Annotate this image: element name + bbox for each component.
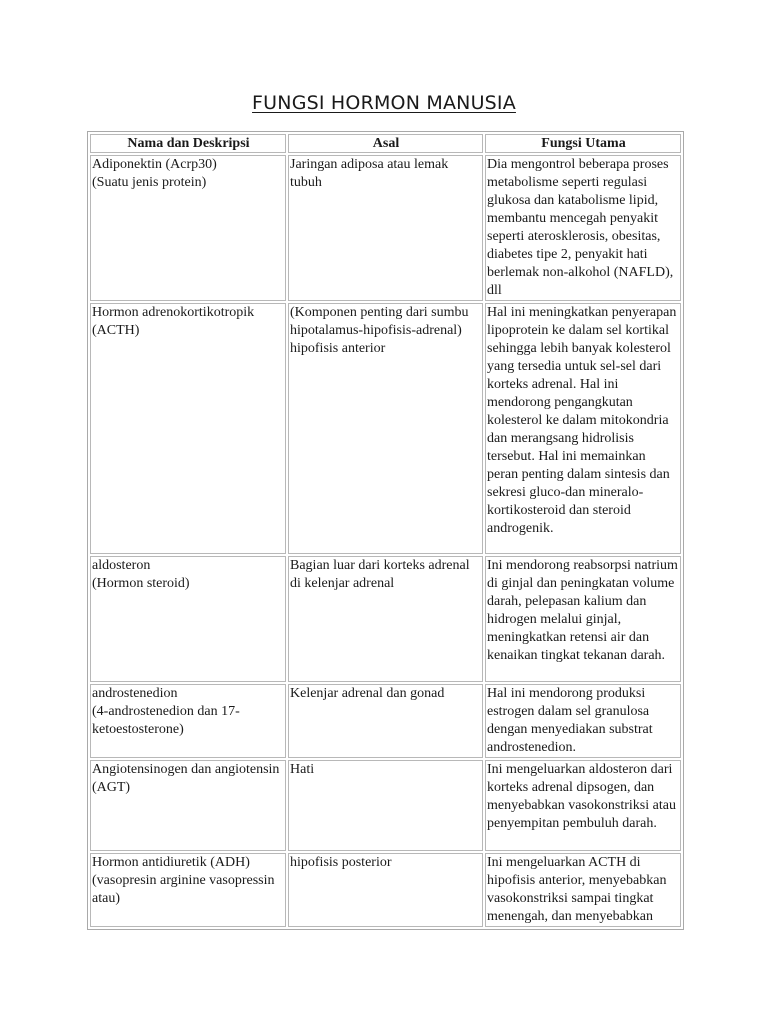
cell-text: androstenedion (4-androstenedion dan 17-ketoestosterone) [92,686,240,737]
cell-origin [288,853,483,927]
column-header-origin: Asal [288,134,483,153]
cell-origin [288,155,483,301]
cell-function [485,760,681,851]
cell-text: Dia mengontrol beberapa proses metabolisme seperti regulasi glukosa dan katabolisme lipid, membantu mencegah penyakit seperti aterosklerosis, obesitas, diabetes tipe 2, penyakit hati berlemak non-alkohol (NAFLD), dll [487,157,677,298]
column-header-name: Nama dan Deskripsi [90,134,286,153]
cell-function [485,853,681,927]
cell-text: Adiponektin (Acrp30) (Suatu jenis protein) [92,157,217,190]
cell-text: (Komponen penting dari sumbu hipotalamus-hipofisis-adrenal) hipofisis anterior [290,305,472,356]
cell-name [90,760,286,851]
cell-origin [288,556,483,682]
table-row [90,303,681,554]
cell-name [90,853,286,927]
document-title: FUNGSI HORMON MANUSIA [252,92,516,114]
cell-text: Ini mengeluarkan ACTH di hipofisis anterior, menyebabkan vasokonstriksi sampai tingkat menengah, dan menyebabkan [487,855,670,924]
cell-text: aldosteron (Hormon steroid) [92,558,190,591]
hormone-table [87,131,684,930]
cell-origin [288,760,483,851]
cell-text: Hal ini mendorong produksi estrogen dalam sel granulosa dengan menyediakan substrat androstenedion. [487,686,657,755]
cell-function [485,556,681,682]
table-row [90,556,681,682]
cell-text: hipofisis posterior [290,855,392,870]
cell-origin [288,684,483,758]
cell-text: Hormon adrenokortikotropik (ACTH) [92,305,258,338]
table-row [90,684,681,758]
cell-name [90,303,286,554]
table-row [90,853,681,927]
cell-text: Angiotensinogen dan angiotensin (AGT) [92,762,280,795]
column-header-function: Fungsi Utama [485,134,681,153]
cell-name [90,556,286,682]
cell-origin [288,303,483,554]
cell-text: Hal ini meningkatkan penyerapan lipoprotein ke dalam sel kortikal sehingga lebih banyak kolesterol yang tersedia untuk sel-sel dari korteks adrenal. Hal ini mendorong pengangkutan kolesterol ke dalam mitokondria dan merangsang hidrolisis tersebut. Hal ini memainkan peran penting dalam sintesis dan sekresi gluco-dan mineralo-kortikosteroid dan steroid androgenik. [487,305,680,536]
cell-text: Jaringan adiposa atau lemak tubuh [290,157,452,190]
cell-text: Bagian luar dari korteks adrenal di kelenjar adrenal [290,558,474,591]
cell-function [485,155,681,301]
cell-name [90,684,286,758]
cell-text: Ini mengeluarkan aldosteron dari korteks adrenal dipsogen, dan menyebabkan vasokonstriksi atau penyempitan pembuluh darah. [487,762,680,831]
cell-text: Ini mendorong reabsorpsi natrium di ginjal dan peningkatan volume darah, pelepasan kalium dan hidrogen melalui ginjal, meningkatkan retensi air dan kenaikan tingkat tekanan darah. [487,558,682,663]
cell-text: Hormon antidiuretik (ADH) (vasopresin arginine vasopressin atau) [92,855,275,906]
cell-text: Hati [290,762,315,777]
cell-text: Kelenjar adrenal dan gonad [290,686,445,701]
cell-function [485,303,681,554]
table-row [90,760,681,851]
cell-function [485,684,681,758]
table-header-row [90,134,681,153]
table-row [90,155,681,301]
cell-name [90,155,286,301]
